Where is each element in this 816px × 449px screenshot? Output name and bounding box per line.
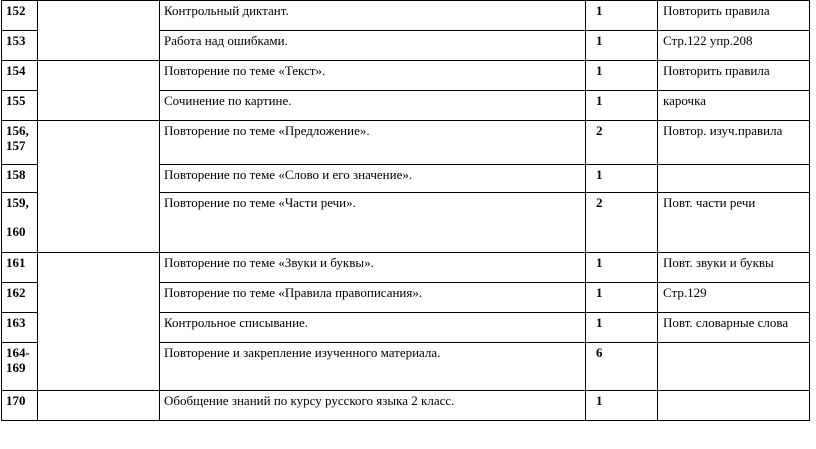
homework [658,391,810,421]
lesson-topic: Сочинение по картине. [160,91,586,121]
lesson-topic: Повторение по теме «Части речи». [160,193,586,253]
lesson-topic: Обобщение знаний по курсу русского языка 2 класс. [160,391,586,421]
date-cell [38,1,160,61]
lesson-hours: 1 [586,165,658,193]
lesson-number-second: 157 [6,138,26,153]
homework: Повт. звуки и буквы [658,253,810,283]
lesson-number-first: 164- [6,345,30,360]
lesson-number: 153 [2,31,38,61]
lesson-number: 152 [2,1,38,31]
date-cell [38,391,160,421]
date-cell [38,61,160,121]
homework: Стр.129 [658,283,810,313]
lesson-number-first: 156, [6,123,29,138]
lesson-hours: 1 [586,31,658,61]
lesson-hours: 2 [586,121,658,165]
homework: Повторить правила [658,61,810,91]
lesson-topic: Работа над ошибками. [160,31,586,61]
lesson-topic: Повторение по теме «Слово и его значение». [160,165,586,193]
lesson-hours: 1 [586,91,658,121]
lesson-hours: 1 [586,283,658,313]
lesson-topic: Повторение по теме «Правила правописания». [160,283,586,313]
lesson-number: 154 [2,61,38,91]
homework: карочка [658,91,810,121]
lesson-topic: Повторение по теме «Звуки и буквы». [160,253,586,283]
lesson-topic: Контрольный диктант. [160,1,586,31]
lesson-hours: 1 [586,61,658,91]
lesson-number: 162 [2,283,38,313]
lesson-number [2,343,38,391]
lesson-number-second: 160 [6,224,26,239]
homework [658,165,810,193]
homework: Повт. части речи [658,193,810,253]
table-row [2,253,810,283]
lesson-number: 158 [2,165,38,193]
lesson-hours: 1 [586,253,658,283]
lesson-topic: Повторение по теме «Предложение». [160,121,586,165]
table-row [2,1,810,31]
date-cell [38,121,160,253]
lesson-topic: Повторение и закрепление изученного материала. [160,343,586,391]
lesson-hours: 2 [586,193,658,253]
lesson-number: 170 [2,391,38,421]
lesson-plan-table [1,0,810,421]
lesson-number: 155 [2,91,38,121]
homework: Стр.122 упр.208 [658,31,810,61]
lesson-number: 161 [2,253,38,283]
lesson-number-second: 169 [6,360,26,375]
lesson-topic: Повторение по теме «Текст». [160,61,586,91]
homework [658,343,810,391]
lesson-topic: Контрольное списывание. [160,313,586,343]
homework: Повторить правила [658,1,810,31]
homework: Повтор. изуч.правила [658,121,810,165]
lesson-number-first: 159, [6,195,29,210]
lesson-number [2,121,38,165]
lesson-number [2,193,38,253]
homework: Повт. словарные слова [658,313,810,343]
lesson-hours: 1 [586,1,658,31]
lesson-hours: 6 [586,343,658,391]
date-cell [38,253,160,391]
lesson-number: 163 [2,313,38,343]
table-row [2,61,810,91]
table-row [2,391,810,421]
table-row [2,121,810,165]
lesson-hours: 1 [586,313,658,343]
lesson-hours: 1 [586,391,658,421]
